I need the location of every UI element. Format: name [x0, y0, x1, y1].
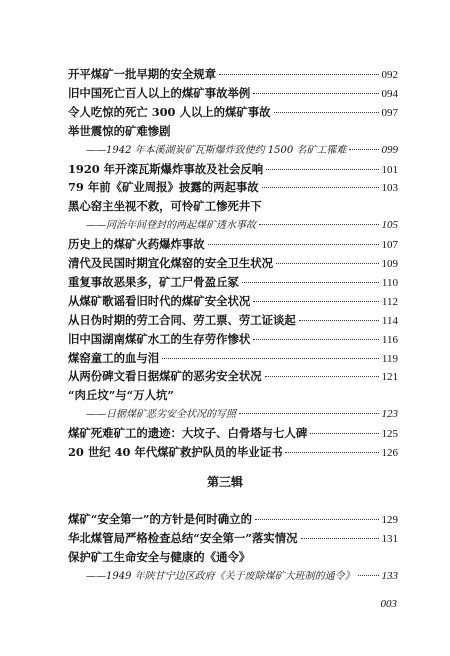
toc-entry-title: 黑心窑主坐视不救，可怜矿工惨死井下	[68, 199, 262, 214]
toc-entry-title: 令人吃惊的死亡 300 人以上的煤矿事故	[68, 104, 271, 119]
toc-entry	[68, 426, 398, 442]
toc-entry	[68, 445, 398, 461]
toc-entry-title: 煤窑童工的血与泪	[68, 350, 160, 365]
toc-entry-page: 107	[381, 239, 398, 252]
dot-leader	[299, 320, 379, 321]
dot-leader	[265, 376, 379, 377]
dot-leader	[301, 538, 379, 539]
toc-entry-title: 清代及民国时期宜化煤窑的安全卫生状况	[68, 256, 274, 270]
toc-entry-page: 110	[381, 276, 398, 289]
toc-entry-title: 1920 年开滦瓦斯爆炸事故及社会反响	[68, 161, 264, 176]
dot-leader	[208, 244, 379, 245]
dot-leader	[259, 224, 379, 225]
dot-leader	[274, 112, 379, 113]
toc-entry	[68, 275, 398, 291]
toc-entry	[68, 531, 398, 547]
dot-leader	[242, 282, 379, 283]
dot-leader	[253, 93, 378, 94]
toc-entry-page: 092	[381, 69, 398, 81]
toc-entry-page: 114	[381, 314, 398, 327]
toc-entry-title: ——同治年间登封的两起煤矿透水事故	[86, 220, 256, 232]
toc-entry	[68, 105, 398, 121]
toc-entry-title: 华北煤管局严格检查总结“安全第一”落实情况	[68, 530, 298, 545]
toc-entry	[68, 294, 398, 310]
toc-entry-title: ——1942 年本溪湖炭矿瓦斯爆炸致使约 1500 名矿工罹难	[86, 144, 347, 156]
toc-entry-title: 举世震惊的矿难惨剧	[68, 123, 171, 138]
toc-entry-page: 105	[381, 219, 398, 232]
toc-entry-page: 129	[381, 514, 398, 526]
toc-entry	[68, 256, 398, 272]
toc-entry	[68, 512, 398, 528]
toc-entry	[68, 86, 398, 102]
toc-entry	[68, 313, 398, 329]
toc-entry-title: 历史上的煤矿火药爆炸事故	[68, 237, 205, 252]
toc-entry-title: “肉丘坟”与“万人坑”	[68, 388, 174, 403]
toc-entry-page: 099	[381, 143, 398, 156]
toc-entry-page: 116	[381, 333, 398, 346]
dot-leader	[262, 187, 379, 188]
toc-entry	[68, 388, 398, 403]
dot-leader	[162, 358, 379, 359]
toc-entry	[68, 199, 398, 214]
toc-entry-title: 从日伪时期的劳工合同、劳工票、劳工证谈起	[68, 312, 296, 327]
toc-entry-title: 79 年前《矿业周报》披露的两起事故	[68, 180, 259, 195]
page-number: 003	[380, 598, 397, 610]
toc-entry-page: 097	[381, 106, 398, 119]
toc-entry-title: 保护矿工生命安全与健康的《通令》	[68, 549, 251, 564]
toc-entry-title: 煤矿死难矿工的遗迹：大坟子、白骨塔与七人碑	[68, 426, 308, 441]
toc-entry-page: 103	[381, 182, 398, 195]
dot-leader	[255, 519, 379, 520]
toc-entry-title: 煤矿“安全第一”的方针是何时确立的	[68, 512, 252, 526]
toc-entry-page: 123	[381, 408, 398, 421]
toc-entry-title: ——日据煤矿恶劣安全状况的写照	[86, 409, 236, 421]
toc-entry	[86, 143, 398, 158]
toc-entry-page: 125	[381, 428, 398, 441]
dot-leader	[276, 263, 378, 264]
dot-leader	[285, 452, 378, 453]
dot-leader	[358, 575, 379, 576]
toc-entry-title: 旧中国湖南煤矿水工的生存劳作惨状	[68, 331, 251, 346]
toc-entry-title: 开平煤矿一批早期的安全规章	[68, 67, 217, 81]
toc-entry-title: ——1949 年陕甘宁边区政府《关于废除煤矿大班制的通令》	[86, 570, 355, 582]
toc-entry-title: 重复事故恶果多，矿工尸骨盈丘冢	[68, 274, 239, 289]
toc-entry-page: 094	[381, 87, 398, 100]
toc-entry-page: 126	[381, 447, 398, 459]
toc-entry-page: 133	[381, 569, 398, 582]
toc-entry-page: 131	[381, 532, 398, 545]
dot-leader	[253, 339, 379, 340]
toc-entry-page: 121	[381, 371, 398, 384]
toc-entry	[68, 332, 398, 348]
toc-entry-title: 从煤矿歌谣看旧时代的煤矿安全状况	[68, 293, 251, 308]
dot-leader	[239, 413, 379, 414]
toc-entry	[68, 67, 398, 83]
toc-entry	[68, 162, 398, 178]
toc-entry-page: 109	[381, 258, 398, 270]
toc-entry	[68, 237, 398, 253]
dot-leader	[253, 301, 379, 302]
toc-entry	[86, 407, 398, 422]
toc-entry-page: 112	[381, 295, 398, 308]
toc-entry	[68, 124, 398, 139]
dot-leader	[310, 433, 378, 434]
toc-entry	[68, 351, 398, 367]
toc-entry-title: 从两份碑文看日据煤矿的恶劣安全状况	[68, 369, 262, 384]
toc-entry	[86, 218, 398, 233]
toc-entry-title: 旧中国死亡百人以上的煤矿事故举例	[68, 85, 251, 100]
dot-leader	[266, 169, 378, 170]
toc-entry	[86, 569, 398, 584]
toc-entry	[68, 550, 398, 565]
toc-entry	[68, 180, 398, 196]
toc-entry-page: 101	[381, 163, 398, 176]
dot-leader	[349, 149, 378, 150]
section-heading: 第三辑	[206, 475, 243, 489]
toc-entry-title: 20 世纪 40 年代煤矿救护队员的毕业证书	[68, 445, 283, 459]
toc-entry-page: 119	[381, 352, 398, 365]
dot-leader	[219, 74, 378, 75]
toc-entry	[68, 369, 398, 385]
